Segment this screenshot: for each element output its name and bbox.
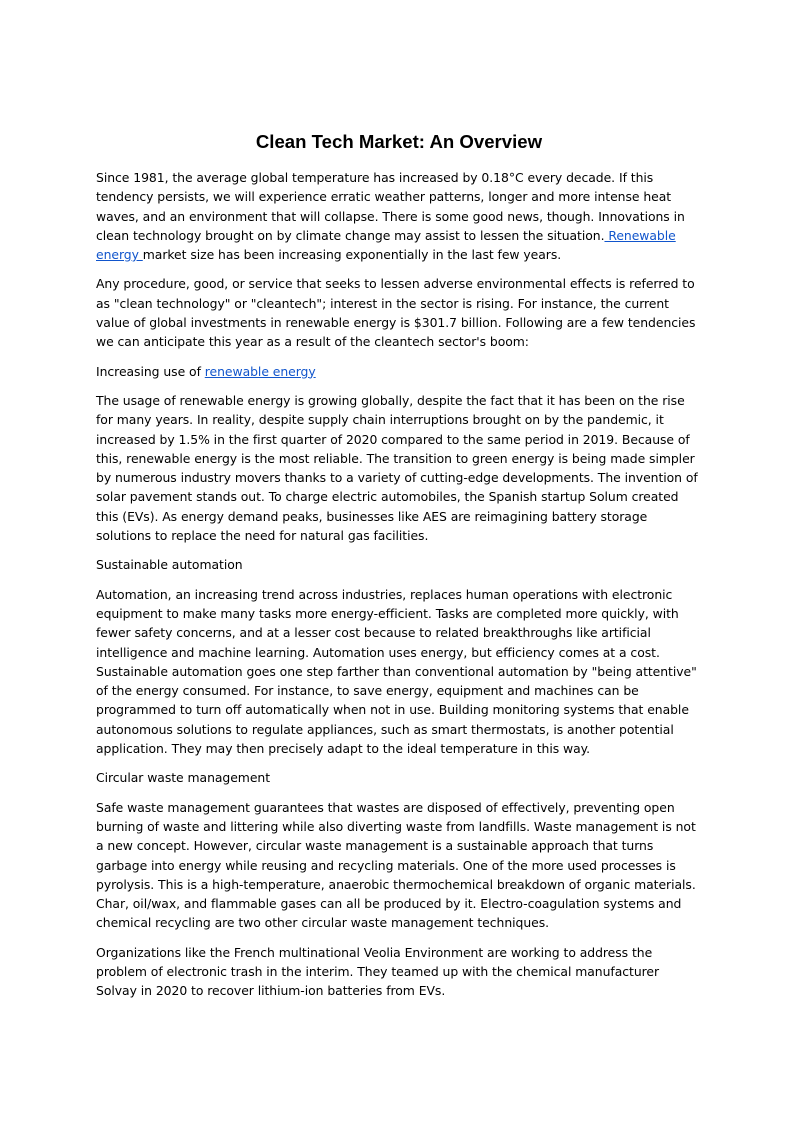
- automation-paragraph: Automation, an increasing trend across industries, replaces human operations with electronic equipment to make many tasks more energy-efficient. Tasks are completed more quickly, with fewer safety concerns, and at a lesser cost because to related breakthroughs like artificial intelligence and machine learning. Automation uses energy, but efficiency comes at a cost. Sustainable automation goes one step farther than conventional automation by "being attentive" of the energy consumed. For instance, to save energy, equipment and machines can be programmed to turn off automatically when not in use. Building monitoring systems that enable autonomous solutions to regulate appliances, such as smart thermostats, is another potential application. They may then precisely adapt to the ideal temperature in this way.: [96, 586, 697, 757]
- section-heading-renewable: [96, 362, 702, 381]
- veolia-paragraph: Organizations like the French multinational Veolia Environment are working to address the problem of electronic trash in the interim. They teamed up with the chemical manufacturer Solvay in 2020 to recover lithium-ion batteries from EVs.: [96, 944, 660, 999]
- section-heading-automation: Sustainable automation: [96, 557, 243, 573]
- renewable-energy-heading-link[interactable]: renewable energy: [204, 363, 316, 379]
- cleantech-definition-paragraph: Any procedure, good, or service that seeks to lessen adverse environmental effects is referred to as "clean technology" or "cleantech"; interest in the sector is rising. For instance, the current value of global investments in renewable energy is $301.7 billion. Following are a few tendencies we can anticipate this year as a result of the cleantech sector's boom:: [96, 276, 696, 350]
- intro-text: Since 1981, the average global temperature has increased by 0.18°C every decade. If this tendency persists, we will experience erratic weather patterns, longer and more intense heat waves, and an environment that will collapse. There is some good news, though. Innovations in clean technology brought on by climate change may assist to lessen the situation.: [96, 170, 685, 243]
- waste-paragraph: Safe waste management guarantees that wastes are disposed of effectively, preventing open burning of waste and littering while also diverting waste from landfills. Waste management is not a new concept. However, circular waste management is a sustainable approach that turns garbage into energy while reusing and recycling materials. One of the more used processes is pyrolysis. This is a high-temperature, anaerobic thermochemical breakdown of organic materials. Char, oil/wax, and flammable gases can all be produced by it. Electro-coagulation systems and chemical recycling are two other circular waste management techniques.: [96, 799, 696, 931]
- renewable-energy-link[interactable]: Renewable energy: [96, 227, 676, 263]
- intro-paragraph: [96, 168, 702, 264]
- renewable-paragraph: The usage of renewable energy is growing globally, despite the fact that it has been on the rise for many years. In reality, despite supply chain interruptions brought on by the pandemic, it increased by 1.5% in the first quarter of 2020 compared to the same period in 2019. Because of this, renewable energy is the most reliable. The transition to green energy is being made simpler by numerous industry movers thanks to a variety of cutting-edge developments. The invention of solar pavement stands out. To charge electric automobiles, the Spanish startup Solum created this (EVs). As energy demand peaks, businesses like AES are reimagining battery storage solutions to replace the need for natural gas facilities.: [96, 392, 698, 544]
- document-page: [96, 130, 702, 1011]
- section-heading-renewable-text: Increasing use of: [96, 363, 205, 379]
- intro-text-end: market size has been increasing exponentially in the last few years.: [142, 247, 562, 263]
- document-title: Clean Tech Market: An Overview: [255, 131, 543, 152]
- section-heading-waste: Circular waste management: [96, 770, 271, 786]
